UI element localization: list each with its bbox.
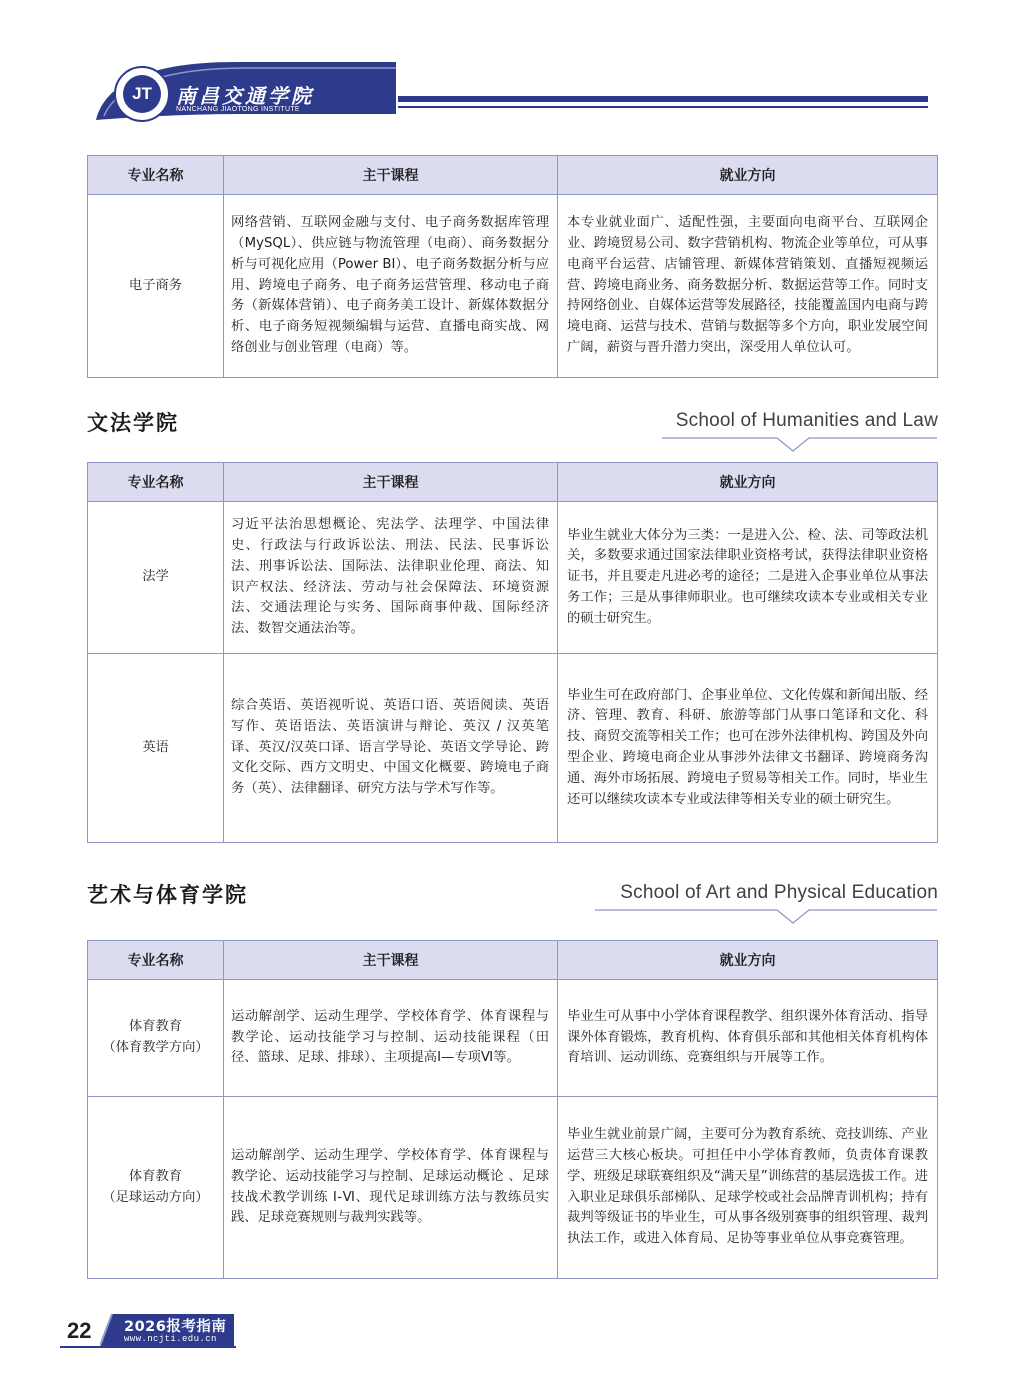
major-careers: 毕业生就业大体分为三类：一是进入公、检、法、司等政法机关，多数要求通过国家法律职业资格考试，获得法律职业资格证书，并且要走凡进必考的途径；二是进入企事业单位从事法务工作；三是从事律师职业。也可继续攻读本专业或相关专业的硕士研究生。 [558,502,938,654]
table-row [88,654,938,843]
section-divider [87,437,937,453]
major-careers: 毕业生可从事中小学体育课程教学、组织课外体育活动、指导课外体育锻炼，教育机构、体育俱乐部和其他相关体育机构体育培训、运动训练、竞赛组织与开展等工作。 [558,980,938,1097]
page-number: 22 [67,1318,92,1343]
school-logo [114,66,170,122]
major-name [88,195,224,378]
section-title-en: School of Art and Physical Education [620,882,938,903]
header-courses: 主干课程 [224,463,558,502]
header-courses: 主干课程 [224,941,558,980]
table-row [88,980,938,1097]
major-courses: 综合英语、英语视听说、英语口语、英语阅读、英语写作、英语语法、英语演讲与辩论、英汉 / 汉英笔译、英汉/汉英口译、语言学导论、英语文学导论、跨文化交际、西方文明史、中国文化概要、跨境电子商务（英）、法律翻译、研究方法与学术写作等。 [224,654,558,843]
major-courses: 习近平法治思想概论、宪法学、法理学、中国法律史、行政法与行政诉讼法、刑法、民法、民事诉讼法、刑事诉讼法、国际法、法律职业伦理、商法、知识产权法、经济法、劳动与社会保障法、环境资源法、交通法理论与实务、国际商事仲裁、国际经济法、数智交通法治等。 [224,502,558,654]
major-name-text: 英语 [142,739,169,755]
section-title-en: School of Humanities and Law [675,410,938,431]
major-name-text: 体育教育 [128,1168,183,1184]
major-courses: 网络营销、互联网金融与支付、电子商务数据库管理（MySQL）、供应链与物流管理（电商）、商务数据分析与可视化应用（Power BI）、电子商务数据分析与应用、跨境电子商务、电子商务运营管理、移动电子商务（新媒体营销）、电子商务美工设计、新媒体数据分析、电子商务短视频编辑与运营、直播电商实战、网络创业与创业管理（电商）等。 [224,195,558,378]
major-name-text: 法学 [142,569,169,585]
major-name-text: 体育教育 [128,1019,183,1035]
majors-table-ecommerce [87,155,938,378]
header-careers: 就业方向 [558,463,938,502]
table-header-row [88,941,938,980]
major-careers: 本专业就业面广、适配性强，主要面向电商平台、互联网企业、跨境贸易公司、数字营销机构、物流企业等单位，可从事电商平台运营、店铺管理、新媒体营销策划、直播短视频运营、跨境电商业务、商务数据分析、数据运营等工作。同时支持网络创业、自媒体运营等发展路径，技能覆盖国内电商与跨境电商、运营与技术、营销与数据等多个方向，职业发展空间广阔，薪资与晋升潜力突出，深受用人单位认可。 [558,195,938,378]
table-header-row [88,156,938,195]
header-rule-thin [398,106,928,108]
header-major: 专业名称 [88,941,224,980]
major-direction: （体育教学方向） [102,1040,209,1055]
header-major: 专业名称 [88,463,224,502]
guide-title: 2026报考指南 [124,1319,227,1335]
website-link[interactable]: www.ncjti.edu.cn [124,1334,217,1344]
footer-rule [60,1346,236,1348]
major-courses: 运动解剖学、运动生理学、学校体育学、体育课程与教学论、运动技能学习与控制、足球运动概论 、足球技战术教学训练 Ⅰ-Ⅵ、现代足球训练方法与教练员实践、足球竞赛规则与裁判实践等。 [224,1097,558,1279]
table-header-row [88,463,938,502]
section-divider [87,909,937,925]
header-careers: 就业方向 [558,941,938,980]
major-careers: 毕业生可在政府部门、企事业单位、文化传媒和新闻出版、经济、管理、教育、科研、旅游等部门从事口笔译和文化、科技、商贸交流等相关工作；也可在涉外法律机构、跨国及外向型企业、跨境电商企业从事涉外法律文书翻译、跨境商务沟通、海外市场拓展、跨境电子贸易等相关工作。同时，毕业生还可以继续攻读本专业或法律等相关专业的硕士研究生。 [558,654,938,843]
table-row [88,1097,938,1279]
major-name [88,502,224,654]
header-major: 专业名称 [88,156,224,195]
major-careers: 毕业生就业前景广阔，主要可分为教育系统、竞技训练、产业运营三大核心板块。可担任中小学体育教师，负责体育课教学、班级足球联赛组织及“满天星”训练营的基层选拔工作。进入职业足球俱乐部梯队、足球学校或社会品牌青训机构；持有裁判等级证书的毕业生，可从事各级别赛事的组织管理、裁判执法工作，或进入体育局、足协等事业单位从事竞赛管理。 [558,1097,938,1279]
major-courses: 运动解剖学、运动生理学、学校体育学、体育课程与教学论、运动技能学习与控制、运动技能课程（田径、篮球、足球、排球）、主项提高Ⅰ—专项Ⅵ等。 [224,980,558,1097]
header-courses: 主干课程 [224,156,558,195]
major-name [88,980,224,1097]
majors-table-humanities-law [87,462,938,843]
major-name [88,1097,224,1279]
school-name-cn: 南昌交通学院 [176,84,314,108]
majors-table-art-pe [87,940,938,1279]
school-name-en: NANCHANG JIAOTONG INSTITUTE [176,106,300,113]
major-name-text: 电子商务 [128,277,183,293]
table-row [88,195,938,378]
table-row [88,502,938,654]
header-careers: 就业方向 [558,156,938,195]
major-direction: （足球运动方向） [102,1189,209,1205]
school-logo-mark: JT [123,75,161,113]
header-rule-thick [398,96,928,102]
section-title-cn: 文法学院 [87,411,179,435]
major-name [88,654,224,843]
section-title-cn: 艺术与体育学院 [87,883,248,907]
